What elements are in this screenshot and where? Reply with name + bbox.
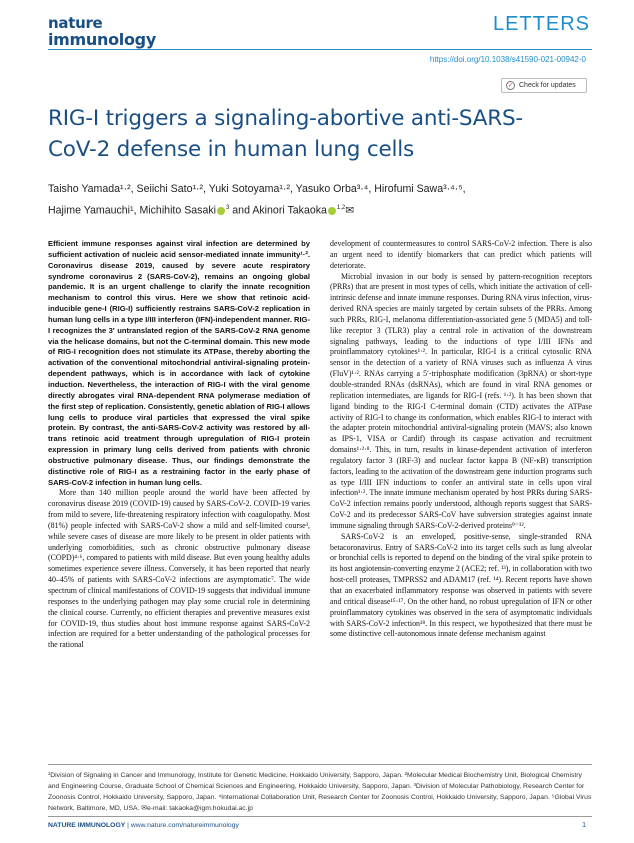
footer-journal-name: NATURE IMMUNOLOGY: [48, 822, 126, 829]
journal-logo-line2: immunology: [48, 30, 156, 49]
footer-journal-url[interactable]: www.nature.com/natureimmunology: [130, 822, 239, 829]
authors-line-2: [48, 199, 588, 221]
section-label: LETTERS: [492, 13, 590, 35]
footnote-rule: [48, 764, 592, 765]
header-rule: [48, 49, 592, 50]
body-paragraph-1: More than 140 million people around the world have been affected by coronavirus disease 2019 (COVID-19) caused by SARS-CoV-2. COVID-19 varies from mild to severe, life-threatening respiratory infection with coagulopathy. Most (81%) people infected with SARS-CoV-2 show a mild and self-limited course³, while severe cases of disease are more likely to be present in older patients with underlying comorbidities, such as chronic obstructive pulmonary disease (COPD)⁴·⁶, compared to patients with mild disease. But even young healthy adults sometimes experience severe illness. Conversely, it has been reported that nearly 40–45% of patients with SARS-CoV-2 infections are asymptomatic⁷. The wide spectrum of clinical manifestations of COVID-19 suggests that individual immune responses to the underlying pathogen may play some crucial role in determining the clinical course. Currently, no efficient therapies and preventive measures exist for COVID-19, thus studies about host immune response against SARS-CoV-2 infection are required for a better understanding of the pathological processes for the rational: [48, 488, 310, 650]
journal-logo: [48, 15, 198, 49]
authors-line-2-text: Hajime Yamauchi¹, Michihito Sasaki: [48, 204, 216, 217]
page-number: 1: [582, 822, 586, 829]
email-icon[interactable]: ✉: [345, 204, 355, 217]
affiliations: ¹Division of Signaling in Cancer and Immunology, Institute for Genetic Medicine, Hokkaido University, Sapporo, Japan. ²Molecular Medical Biochemistry Unit, Biological Chemistry and Engineering Course, Graduate School of Chemical Sciences and Engineering, Hokkaido University, Sapporo, Japan. ³Division of Molecular Pathobiology, Research Center for Zoonosis Control, Hokkaido University, Sapporo, Japan. ⁴International Collaboration Unit, Research Center for Zoonosis Control, Hokkaido University, Sapporo, Japan. ⁵Global Virus Network, Baltimore, MD, USA. ✉e-mail: takaoka@igm.hokudai.ac.jp: [48, 772, 592, 812]
journal-logo-line1: nature: [48, 14, 103, 32]
author-sup-takaoka: 1,2: [336, 205, 346, 211]
crossmark-icon: ✓: [507, 83, 514, 89]
right-column: [330, 239, 592, 640]
doi-link[interactable]: https://doi.org/10.1038/s41590-021-00942-0: [429, 55, 586, 64]
footer-separator: |: [125, 822, 131, 829]
author-sup-sasaki: 3: [226, 205, 230, 211]
authors-line-1: Taisho Yamada¹·², Seiichi Sato¹·², Yuki Sotoyama¹·², Yasuko Orba³·⁴, Hirofumi Sawa³·⁴·⁵,: [48, 183, 466, 195]
orcid-icon[interactable]: [328, 207, 336, 215]
abstract: Efficient immune responses against viral infection are determined by sufficient activation of nucleic acid sensor-mediated innate immunity¹·². Coronavirus disease 2019, caused by severe acute respiratory syndrome coronavirus 2 (SARS-CoV-2), remains an ongoing global pandemic. It is an urgent challenge to clarify the innate recognition mechanism to control this virus. Here we show that retinoic acid-inducible gene-I (RIG-I) sufficiently restrains SARS-CoV-2 replication in human lung cells in a type I/III interferon (IFN)-independent manner. RIG-I recognizes the 3′ untranslated region of the SARS-CoV-2 RNA genome via the helicase domains, but not the C-terminal domain. This new mode of RIG-I recognition does not stimulate its ATPase, thereby aborting the activation of the conventional mitochondrial antiviral-signaling protein-dependent pathways, which is in accordance with lack of cytokine induction. Nevertheless, the interaction of RIG-I with the viral genome directly abrogates viral RNA-dependent RNA polymerase mediation of the first step of replication. Consistently, genetic ablation of RIG-I allows lung cells to produce viral particles that expressed the viral spike protein. By contrast, the anti-SARS-CoV-2 activity was restored by all-trans retinoic acid treatment through upregulation of RIG-I protein expression in primary lung cells derived from patients with chronic obstructive pulmonary disease. Thus, our findings demonstrate the distinctive role of RIG-I as a restraining factor in the early phase of SARS-CoV-2 infection in human lung cells.: [48, 239, 310, 487]
body-paragraph-2: development of countermeasures to control SARS-CoV-2 infection. There is also an urgent need to identify biomarkers that can predict which patients will deteriorate.: [330, 239, 592, 270]
check-updates-button[interactable]: [501, 78, 587, 93]
body-paragraph-4: SARS-CoV-2 is an enveloped, positive-sense, single-stranded RNA betacoronavirus. Entry of SARS-CoV-2 into its target cells such as lung alveolar or bronchial cells is reported to depend on the binding of the viral spike protein to its host angiotensin-converting enzyme 2 (ACE2; ref. ¹³), in collaboration with two host-cell proteases, TMPRSS2 and ADAM17 (ref. ¹⁴). Recent reports have shown that an exacerbated inflammatory response was observed in patients with severe and critical disease¹⁵·¹⁷. On the other hand, no robust upregulation of IFN or other proinflammatory cytokines was observed in the sera of asymptomatic individuals with SARS-CoV-2 infection¹⁸. In this respect, we hypothesized that there must be some distinctive cell-autonomous innate defense mechanism against: [330, 531, 592, 639]
orcid-icon[interactable]: [217, 207, 225, 215]
author-list: [48, 180, 588, 221]
check-updates-label: Check for updates: [519, 82, 576, 89]
authors-line-2b-text: and Akinori Takaoka: [229, 204, 327, 217]
article-title: RIG-I triggers a signaling-abortive anti-SARS-CoV-2 defense in human lung cells: [48, 106, 523, 162]
footer-journal: [48, 822, 239, 829]
body-paragraph-3: Microbial invasion in our body is sensed by pattern-recognition receptors (PRRs) that are present in most types of cells, which initiate the activation of cell-intrinsic defense and innate immune responses. During RNA virus infection, virus-derived RNA species are mainly targeted by certain subsets of the PRRs. Among such PRRs, RIG-I, melanoma differentiation-associated gene 5 (MDA5) and toll-like receptor 3 (TLR3) play a central role in activation of the downstream signaling pathways, leading to the inductions of type I/III IFNs and proinflammatory cytokines¹·². In particular, RIG-I is a critical cytosolic RNA sensor in the detection of a variety of RNA viruses such as influenza A virus (FluV)¹·². RNAs carrying a 5′-triphosphate modification (3pRNA) or short-type double-stranded RNAs (dsRNAs), which are found in viral RNA genomes or replication intermediates, are ligands for RIG-I (refs. ¹·²). It has been shown that ligand binding to the RIG-I C-terminal domain (CTD) activates the ATPase activity of RIG-I to change its conformation, which enables RIG-I to interact with the adapter protein mitochondrial antiviral-signaling protein (MAVS; also known as IPS-1, VISA or Cardif) through its caspase activation and recruitment domains¹·²·⁸. This, in turn, results in kinase-dependent activation of interferon regulatory factor 3 (IRF-3) and nuclear factor kappa B (NF-κB) transcription factors, leading to the activation of the downstream gene induction programs such as type I/III IFN inductions to confer an antiviral state in cells upon viral infection¹·². The innate immune mechanism operated by host PRRs during SARS-CoV-2 infection remains poorly understood, although reports suggest that SARS-CoV-2 and its predecessor SARS-CoV have subversion strategies against innate immune signaling through SARS-CoV-2-derived proteins⁹⁻¹².: [330, 271, 592, 530]
left-column: [48, 239, 310, 651]
footer-rule: [48, 816, 592, 817]
